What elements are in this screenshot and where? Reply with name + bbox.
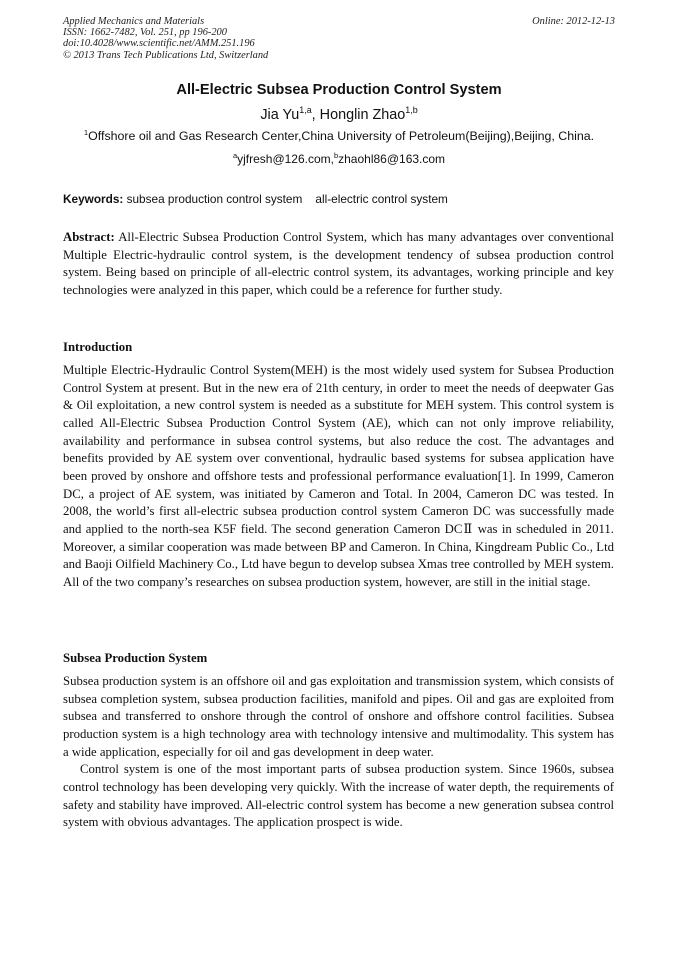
keywords-label: Keywords: [63, 192, 124, 206]
paragraph: Multiple Electric-Hydraulic Control System(MEH) is the most widely used system for Subsea Production Control System at present. But in the new era of 21th century, in order to meet the needs of deepwater Gas & Oil exploitation, a new control system is needed as a substitute for MEH system. This control system is called All-Electric Subsea Production Control System (AE), which can not only improve reliability, availability and performance in subsea control systems, but also reduce the cost. The advantages and benefits provided by AE system over conventional, hydraulic based systems for subsea application have been proved by onshore and offshore tests and professional performance evaluation[1]. In 1999, Cameron DC, a project of AE system, was initiated by Cameron and Total. In 2004, Cameron DC was tested. In 2008, the world’s first all-electric subsea production control system Cameron DC was successfully made and applied to the north-sea K5F field. The second generation Cameron DCⅡ was in scheduled in 2011. Moreover, a similar cooperation was made between BP and Cameron. In China, Kingdream Public Co., Ltd and Baoji Oilfield Machinery Co., Ltd have begun to develop subsea Xmas tree controlled by MEH system. All of the two company’s researches on subsea production system, however, are still in the initial stage. [63, 363, 614, 589]
introduction-body [63, 362, 614, 592]
affiliation [0, 128, 678, 144]
author-separator: , [311, 107, 320, 123]
issn-line: ISSN: 1662-7482, Vol. 251, pp 196-200 [63, 27, 227, 39]
email-superscript: b [333, 151, 339, 160]
affiliation-text: Offshore oil and Gas Research Center,China University of Petroleum(Beijing),Beijing, China. [88, 129, 595, 143]
email-superscript: a [232, 151, 238, 160]
doi-line: doi:10.4028/www.scientific.net/AMM.251.196 [63, 38, 255, 50]
author-name: Jia Yu [260, 107, 300, 123]
email-link[interactable]: zhaohl86@163.com [338, 152, 446, 166]
email-link[interactable]: yjfresh@126.com, [237, 152, 334, 166]
author-line [0, 106, 678, 124]
paper-title: All-Electric Subsea Production Control System [176, 82, 502, 98]
copyright-line: © 2013 Trans Tech Publications Ltd, Switzerland [63, 49, 269, 61]
abstract-text: All-Electric Subsea Production Control System, which has many advantages over conventional Multiple Electric-hydraulic control system, is the development tendency of subsea production control system. Being based on principle of all-electric control system, its advantages, working principle and key technologies were analyzed in this paper, which could be a reference for further study. [63, 230, 614, 297]
author-superscript: 1,b [405, 105, 418, 116]
paragraph: Subsea production system is an offshore oil and gas exploitation and transmission system, which consists of subsea completion system, subsea production facilities, manifold and pipes. Oil and gas are exploited from subsea and transferred to onshore through the control of onshore and offshore control facilities. Subsea production system is a high technology area with technology intensive and multimodality. This system has a wide application, especially for oil and gas development in deep water. [63, 674, 614, 759]
author-name: Honglin Zhao [319, 107, 406, 123]
abstract-label: Abstract: [63, 230, 115, 244]
paragraph: Control system is one of the most important parts of subsea production system. Since 1960s, subsea control technology has been developing very quickly. With the increase of water depth, the requirements of safety and stability have improved. All-electric control system has become a new generation subsea control system with obvious advantages. The application prospect is wide. [63, 762, 614, 830]
section-heading-subsea-production-system: Subsea Production System [63, 651, 208, 665]
journal-header [63, 16, 268, 61]
abstract [63, 229, 614, 300]
author-emails [0, 151, 678, 167]
keywords [63, 191, 623, 207]
author-superscript: 1,a [299, 105, 312, 116]
affiliation-superscript: 1 [83, 127, 89, 137]
online-date: Online: 2012-12-13 [532, 16, 615, 27]
subsea-body [63, 673, 614, 832]
journal-name: Applied Mechanics and Materials [63, 16, 205, 27]
section-heading-introduction: Introduction [63, 340, 133, 354]
keywords-text: subsea production control system all-electric control system [123, 192, 448, 206]
